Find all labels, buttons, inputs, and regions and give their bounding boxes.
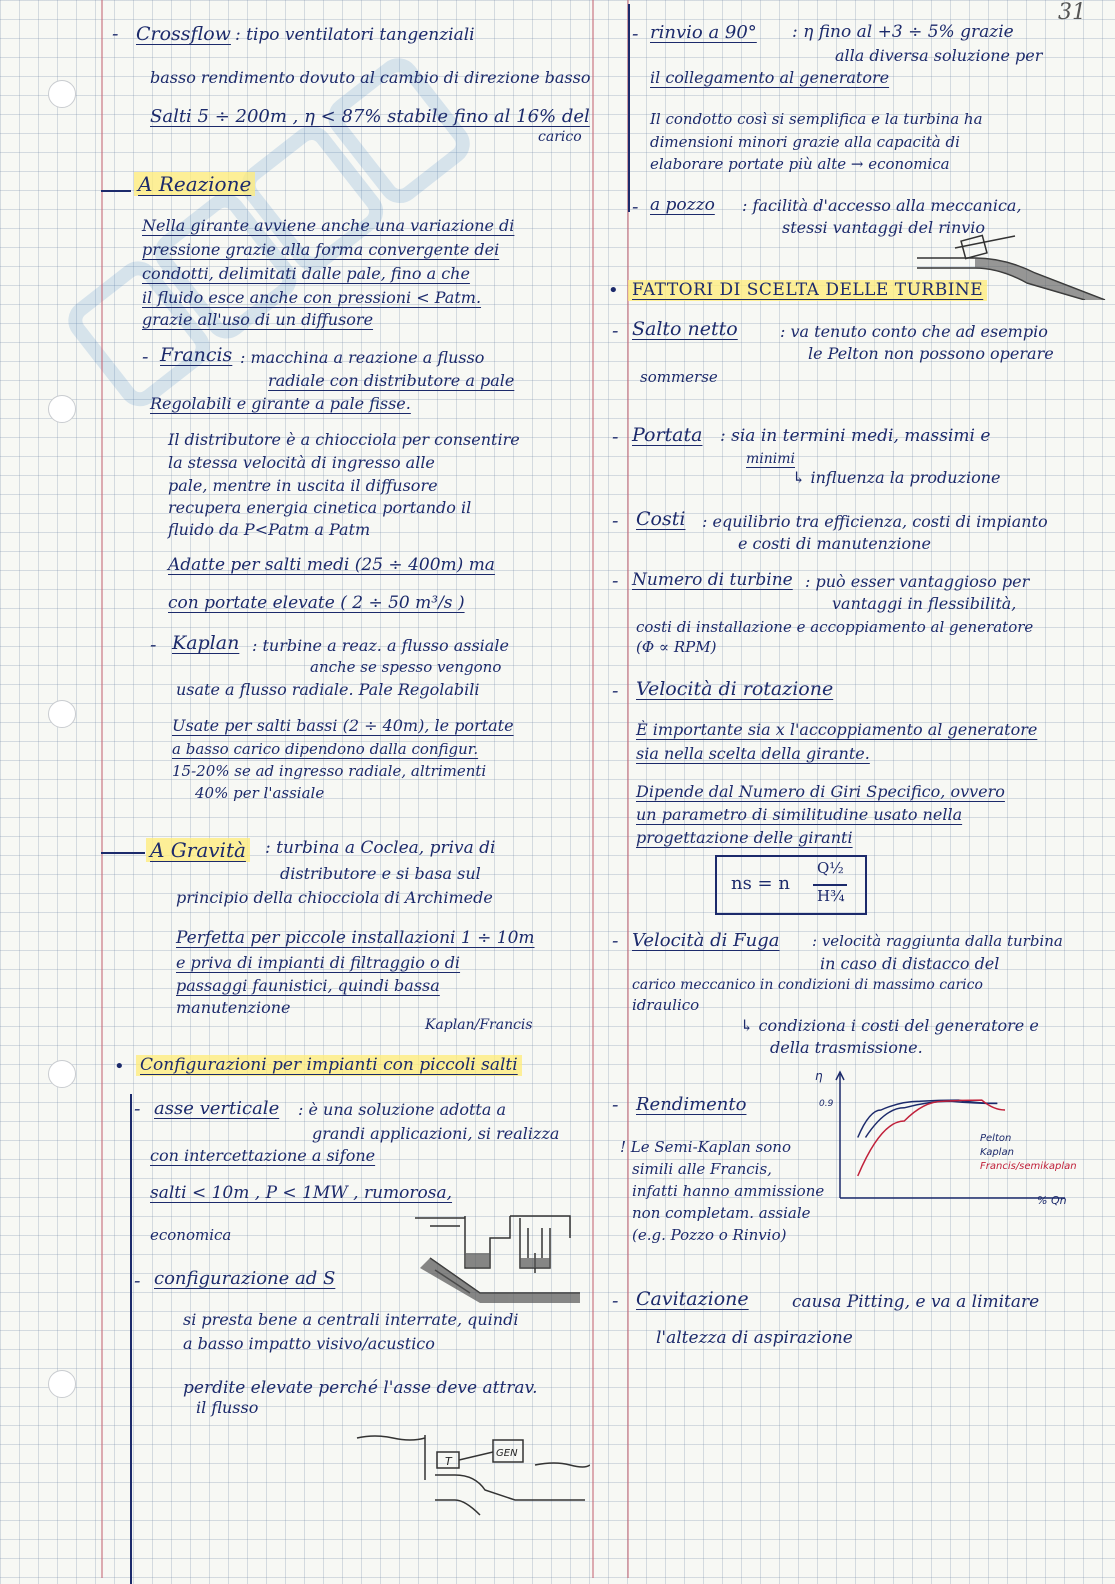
rinvio-line: il collegamento al generatore: [650, 68, 890, 87]
specific-speed-formula: [715, 855, 867, 915]
portata-line: : sia in termini medi, massimi e: [720, 426, 991, 446]
chart-legend-kaplan: Kaplan: [980, 1147, 1014, 1158]
francis-line: radiale con distributore a pale: [268, 371, 515, 390]
kaplan-title: Kaplan: [172, 632, 240, 654]
gravita-line: distributore e si basa sul: [280, 864, 481, 883]
cavitazione-title: Cavitazione: [636, 1288, 749, 1310]
salto-line: : va tenuto conto che ad esempio: [780, 322, 1048, 341]
numero-line: costi di installazione e accoppiamento al generatore: [636, 618, 1034, 636]
crossflow-line: : tipo ventilatori tangenziali: [235, 25, 475, 45]
numero-line: : può esser vantaggioso per: [805, 572, 1030, 591]
reazione-line: pressione grazie alla forma convergente dei: [142, 240, 500, 259]
gravita-title: A Gravità: [146, 838, 250, 862]
gravita-line: e priva di impianti di filtraggio o di: [176, 953, 461, 972]
gravita-line: Perfetta per piccole installazioni 1 ÷ 10m: [176, 928, 535, 948]
rendimento-note: non completam. assiale: [632, 1204, 811, 1222]
bullet-dash: -: [112, 23, 119, 45]
rendimento-note: infatti hanno ammissione: [632, 1182, 825, 1200]
cavitazione-line: l'altezza di aspirazione: [656, 1328, 853, 1348]
costi-line: : equilibrio tra efficienza, costi di impianto: [702, 512, 1048, 531]
francis-line: Adatte per salti medi (25 ÷ 400m) ma: [168, 555, 495, 575]
crossflow-line: Salti 5 ÷ 200m , η < 87% stabile fino al 16% del: [150, 106, 590, 127]
kaplan-line: : turbine a reaz. a flusso assiale: [252, 636, 509, 655]
bullet-dash: -: [134, 1098, 141, 1120]
numero-line: vantaggi in flessibilità,: [832, 594, 1017, 613]
bullet-dash: -: [612, 1094, 619, 1116]
reazione-title: A Reazione: [134, 172, 255, 196]
kaplan-line: 40% per l'assiale: [195, 784, 325, 802]
pozzo-line: stessi vantaggi del rinvio: [782, 218, 986, 237]
section-bracket: [628, 4, 630, 212]
francis-line: la stessa velocità di ingresso alle: [168, 453, 435, 472]
formula-lhs: ns = n: [731, 873, 790, 894]
bullet-dash: -: [632, 23, 639, 45]
binder-hole: [48, 1060, 76, 1088]
rendimento-note: simili alle Francis,: [632, 1160, 772, 1178]
fuga-line: in caso di distacco del: [820, 954, 1000, 973]
portata-title: Portata: [632, 424, 703, 446]
bullet-dot: •: [114, 1056, 125, 1077]
chart-legend-pelton: Pelton: [980, 1133, 1012, 1144]
portata-line: ↳ influenza la produzione: [792, 468, 1001, 487]
config-s-line: perdite elevate perché l'asse deve attrav.: [183, 1378, 538, 1398]
francis-line: pale, mentre in uscita il diffusore: [168, 476, 438, 495]
asse-line: : è una soluzione adotta a: [298, 1100, 507, 1119]
binder-hole: [48, 395, 76, 423]
francis-title: Francis: [160, 344, 233, 366]
asse-line: con intercettazione a sifone: [150, 1146, 376, 1165]
chart-y-tick-label: 0.9: [819, 1099, 834, 1109]
pozzo-line: : facilità d'accesso alla meccanica,: [742, 196, 1022, 215]
bullet-dot: •: [608, 280, 619, 301]
bullet-dash: -: [612, 1290, 619, 1312]
kaplan-line: usate a flusso radiale. Pale Regolabili: [176, 680, 480, 699]
formula-numerator: Q½: [817, 859, 844, 877]
gravita-line: manutenzione: [176, 998, 291, 1017]
page-number: 31: [1058, 0, 1086, 25]
costi-line: e costi di manutenzione: [738, 534, 931, 553]
bullet-dash: -: [150, 634, 157, 656]
velocita-line: sia nella scelta della girante.: [636, 744, 870, 763]
francis-line: : macchina a reazione a flusso: [240, 348, 485, 367]
bullet-dash: -: [134, 1270, 141, 1292]
francis-line: Il distributore è a chiocciola per consentire: [168, 430, 520, 449]
config-s-title: configurazione ad S: [154, 1268, 336, 1289]
section-connector: [101, 190, 131, 192]
kaplan-line: Usate per salti bassi (2 ÷ 40m), le portate: [172, 716, 514, 735]
rinvio-line: elaborare portate più alte → economica: [650, 155, 950, 173]
fuga-line: ↳ condiziona i costi del generatore e: [740, 1016, 1039, 1035]
s-configuration-sketch: [355, 1420, 590, 1520]
chart-legend-francis: Francis/semikaplan: [980, 1161, 1077, 1172]
bullet-dash: -: [612, 570, 619, 592]
rinvio-title: rinvio a 90°: [650, 22, 757, 43]
reazione-line: il fluido esce anche con pressioni < Patm.: [142, 288, 482, 307]
diagram-turbine-label: T: [445, 1455, 452, 1468]
bullet-dash: -: [612, 426, 619, 448]
crossflow-line: carico: [538, 129, 582, 145]
section-bracket: [130, 1094, 132, 1584]
rinvio-line: : η fino al +3 ÷ 5% grazie: [792, 22, 1014, 42]
gravita-line: : turbina a Coclea, priva di: [265, 838, 496, 858]
reazione-line: grazie all'uso di un diffusore: [142, 310, 374, 329]
kaplan-line: a basso carico dipendono dalla configur.: [172, 740, 479, 758]
fuga-line: della trasmissione.: [770, 1038, 923, 1057]
velocita-line: È importante sia x l'accoppiamento al generatore: [636, 720, 1038, 739]
rinvio-line: Il condotto così si semplifica e la turbina ha: [650, 110, 983, 128]
kaplan-line: 15-20% se ad ingresso radiale, altrimenti: [172, 762, 487, 780]
asse-line: grandi applicazioni, si realizza: [312, 1124, 560, 1143]
margin-line-right: [627, 0, 629, 1578]
chart-series-line-1: [858, 1100, 998, 1137]
gravita-line: principio della chiocciola di Archimede: [176, 888, 493, 907]
config-title: Configurazioni per impianti con piccoli salti: [136, 1055, 522, 1076]
chart-x-label: % Qn: [1037, 1194, 1067, 1206]
bullet-dash: -: [632, 196, 639, 218]
francis-line: con portate elevate ( 2 ÷ 50 m³/s ): [168, 593, 465, 613]
kaplan-francis-note: Kaplan/Francis: [425, 1017, 533, 1033]
crossflow-line: basso rendimento dovuto al cambio di direzione basso: [150, 68, 591, 87]
salto-line: le Pelton non possono operare: [808, 344, 1054, 363]
fuga-line: carico meccanico in condizioni di massimo carico: [632, 977, 983, 993]
chart-y-label: η: [815, 1069, 823, 1083]
portata-line: minimi: [746, 451, 795, 467]
diagram-generator-label: GEN: [496, 1448, 518, 1459]
binder-hole: [48, 1370, 76, 1398]
numero-line: (Φ ∝ RPM): [636, 638, 717, 656]
fuga-line: : velocità raggiunta dalla turbina: [812, 932, 1063, 950]
asse-line: economica: [150, 1226, 232, 1244]
velocita-line: progettazione delle giranti: [636, 828, 853, 847]
numero-turbine-title: Numero di turbine: [632, 570, 793, 590]
crossflow-title: Crossflow: [136, 23, 231, 45]
vertical-axis-plant-sketch: [410, 1198, 588, 1308]
velocita-line: un parametro di similitudine usato nella: [636, 805, 963, 824]
section-connector: [101, 852, 145, 854]
pozzo-title: a pozzo: [650, 195, 715, 215]
binder-hole: [48, 700, 76, 728]
velocita-fuga-title: Velocità di Fuga: [632, 930, 780, 951]
francis-line: Regolabili e girante a pale fisse.: [150, 394, 411, 413]
config-s-line: il flusso: [196, 1398, 259, 1417]
bullet-dash: -: [612, 680, 619, 702]
config-s-line: a basso impatto visivo/acustico: [183, 1334, 435, 1353]
bullet-dash: -: [612, 320, 619, 342]
formula-denominator: H¾: [817, 887, 845, 905]
costi-title: Costi: [636, 508, 686, 530]
rinvio-line: dimensioni minori grazie alla capacità di: [650, 133, 960, 151]
francis-line: fluido da P<Patm a Patm: [168, 520, 371, 539]
cavitazione-line: causa Pitting, e va a limitare: [792, 1292, 1040, 1312]
efficiency-chart: [805, 1066, 1110, 1206]
velocita-line: Dipende dal Numero di Giri Specifico, ovvero: [636, 782, 1005, 801]
asse-verticale-title: asse verticale: [154, 1098, 280, 1119]
reazione-line: Nella girante avviene anche una variazione di: [142, 216, 515, 235]
chart-series-line-2: [866, 1101, 998, 1137]
rendimento-note: ! Le Semi-Kaplan sono: [620, 1138, 791, 1156]
salto-netto-title: Salto netto: [632, 318, 738, 340]
fuga-line: idraulico: [632, 996, 700, 1014]
fattori-title: FATTORI DI SCELTA DELLE TURBINE: [628, 280, 987, 301]
rendimento-note: (e.g. Pozzo o Rinvio): [632, 1226, 787, 1244]
bullet-dash: -: [612, 930, 619, 952]
reazione-line: condotti, delimitati dalle pale, fino a che: [142, 264, 470, 283]
francis-line: recupera energia cinetica portando il: [168, 498, 472, 517]
fraction-bar: [813, 884, 847, 886]
velocita-rotazione-title: Velocità di rotazione: [636, 678, 834, 700]
config-s-line: si presta bene a centrali interrate, quindi: [183, 1310, 519, 1329]
salto-line: sommerse: [640, 368, 718, 386]
margin-line-middle: [592, 0, 594, 1578]
asse-line: salti < 10m , P < 1MW , rumorosa,: [150, 1183, 453, 1203]
kaplan-line: anche se spesso vengono: [310, 658, 502, 676]
rinvio-line: alla diversa soluzione per: [835, 46, 1043, 65]
bullet-dash: -: [612, 510, 619, 532]
rendimento-title: Rendimento: [636, 1094, 747, 1115]
margin-line-left: [101, 0, 103, 1578]
binder-hole: [48, 80, 76, 108]
gravita-line: passaggi faunistici, quindi bassa: [176, 976, 440, 995]
bullet-dash: -: [142, 346, 149, 368]
